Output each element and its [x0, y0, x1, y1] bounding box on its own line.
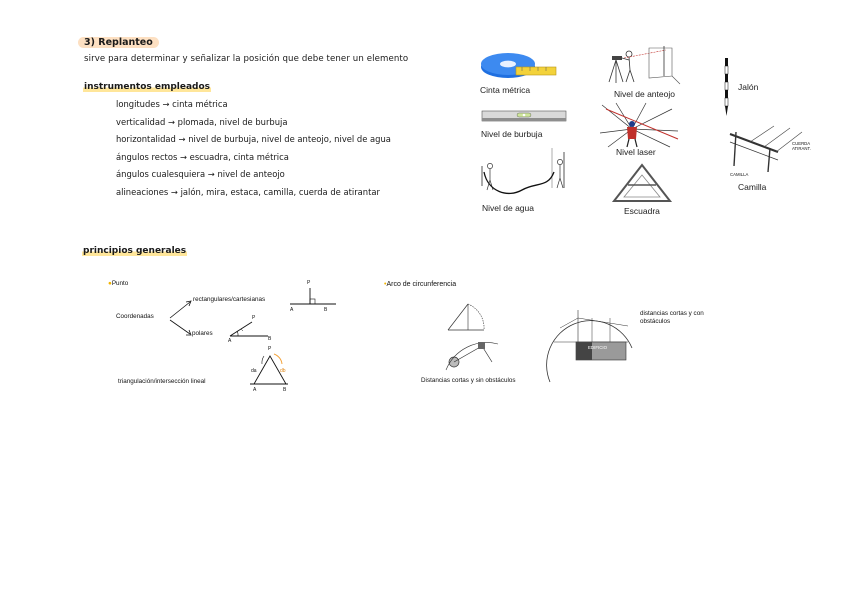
tri-point-b: B	[283, 387, 287, 393]
tri-point-p: P	[268, 346, 272, 352]
instruments-list	[116, 96, 391, 201]
section-title	[78, 37, 159, 48]
rect-point-p: P	[307, 280, 311, 286]
coordinate-branch-arrows	[168, 292, 198, 340]
tri-label-db: db	[280, 368, 286, 374]
polar-point-b: B	[268, 336, 272, 342]
punto-title-text: Punto	[111, 280, 129, 287]
tri-label-da: da	[251, 368, 257, 374]
arco-title: •Arco de circunferencia	[384, 281, 457, 288]
list-item: longitudes → cinta métrica	[116, 99, 228, 109]
instruments-heading	[83, 82, 211, 92]
polares-label: polares	[192, 330, 213, 337]
principles-heading	[82, 246, 187, 256]
level-telescope-illustration	[604, 46, 680, 86]
caption-jalon: Jalón	[738, 82, 759, 92]
caption-camilla: Camilla	[738, 182, 767, 192]
water-level-illustration	[478, 148, 574, 200]
list-item: alineaciones → jalón, mira, estaca, camilla, cuerda de atirantar	[116, 186, 380, 197]
caption-burbuja: Nivel de burbuja	[481, 129, 543, 139]
arco-title-text: Arco de circunferencia	[386, 281, 457, 288]
ranging-pole-illustration	[723, 58, 731, 118]
rectangulares-label: rectangulares/cartesianas	[193, 296, 266, 303]
list-item: horizontalidad → nivel de burbuja, nivel de anteojo, nivel de agua	[116, 134, 391, 144]
distancias-cortas-label: Distancias cortas y sin obstáculos	[421, 377, 516, 384]
punto-title: ●Punto	[108, 280, 129, 287]
label-camilla-small: CAMILLA	[730, 172, 749, 177]
spirit-level-illustration	[481, 108, 567, 124]
caption-agua: Nivel de agua	[482, 203, 534, 213]
square-tool-illustration	[612, 163, 672, 205]
arc-measuring-diagram	[444, 336, 500, 376]
section-description: sirve para determinar y señalizar la posición que debe tener un elemento	[84, 54, 409, 64]
arc-quarter-diagram	[444, 302, 490, 334]
tri-point-a: A	[253, 387, 257, 393]
list-item: ángulos rectos → escuadra, cinta métrica	[116, 151, 289, 162]
polar-point-a: A	[228, 338, 232, 344]
list-item: verticalidad → plomada, nivel de burbuja	[116, 116, 288, 127]
polar-point-p: P	[252, 315, 256, 321]
distancias-obstaculos-label: distancias cortas y con obstáculos	[640, 310, 704, 325]
caption-cinta: Cinta métrica	[480, 85, 531, 95]
caption-anteojo: Nivel de anteojo	[614, 89, 675, 99]
rectangular-coordinates-diagram	[290, 282, 338, 312]
edificio-label: EDIFICIO	[588, 345, 608, 350]
triangulacion-label: triangulación/intersección lineal	[118, 378, 206, 385]
tape-measure-illustration	[478, 50, 560, 82]
laser-level-illustration	[600, 103, 680, 149]
section-title-text: 3) Replanteo	[78, 37, 159, 48]
principles-heading-text: principios generales	[83, 246, 187, 256]
caption-laser: Nivel laser	[616, 147, 656, 157]
caption-escuadra: Escuadra	[624, 206, 660, 216]
rect-point-b: B	[324, 307, 328, 313]
coordenadas-label: Coordenadas	[116, 313, 154, 320]
label-cuerda: CUERDA ATIRANT.	[792, 141, 811, 151]
list-item: ángulos cualesquiera → nivel de anteojo	[116, 169, 285, 179]
rect-point-a: A	[290, 307, 294, 313]
instruments-heading-text: instrumentos empleados	[84, 82, 211, 92]
